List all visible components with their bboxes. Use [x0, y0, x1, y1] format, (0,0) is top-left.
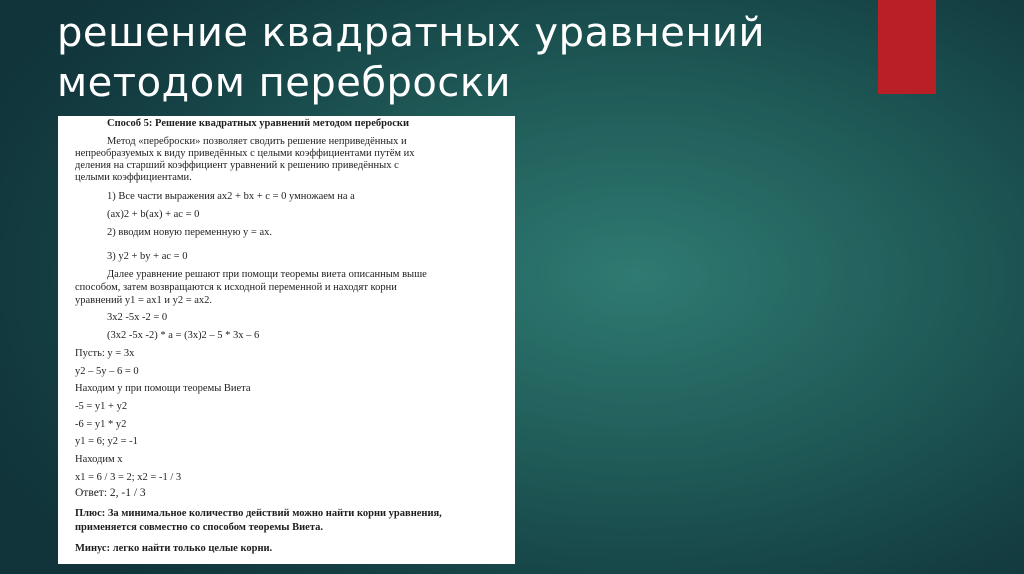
doc-further-line: Далее уравнение решают при помощи теоремы виета описанным выше: [107, 269, 427, 280]
doc-heading: Способ 5: Решение квадратных уравнений методом переброски: [107, 118, 409, 129]
doc-answer: Ответ: 2, -1 / 3: [75, 487, 146, 499]
document-image: [58, 116, 515, 564]
doc-roots-y: y1 = 6; y2 = -1: [75, 436, 138, 447]
doc-step-3: 3) y2 + by + ac = 0: [107, 251, 188, 262]
doc-example-multiply: (3x2 -5x -2) * a = (3x)2 – 5 * 3x – 6: [107, 330, 260, 341]
doc-find-y: Находим y при помощи теоремы Виета: [75, 383, 251, 394]
doc-let: Пусть: y = 3x: [75, 348, 135, 359]
doc-step-1-result: (ax)2 + b(ax) + ac = 0: [107, 209, 200, 220]
doc-vieta-sum: -5 = y1 + y2: [75, 401, 128, 412]
doc-intro-line: непреобразуемых к виду приведённых с целыми коэффициентами путём их: [75, 148, 415, 159]
doc-plus-line: Плюс: За минимальное количество действий можно найти корни уравнения,: [75, 508, 442, 519]
slide-title: [57, 8, 857, 108]
slide-title-line-1: решение квадратных уравнений: [57, 10, 765, 56]
doc-find-x: Находим x: [75, 454, 123, 465]
slide-title-line-2: методом переброски: [57, 60, 512, 106]
doc-further-line: способом, затем возвращаются к исходной переменной и находят корни: [75, 282, 397, 293]
doc-roots-x: x1 = 6 / 3 = 2; x2 = -1 / 3: [75, 472, 182, 483]
doc-intro-line: деления на старший коэффициент уравнений к решению приведённых с: [75, 160, 399, 171]
accent-bar: [878, 0, 936, 94]
doc-intro-line: целыми коэффициентами.: [75, 172, 192, 183]
doc-minus: Минус: легко найти только целые корни.: [75, 543, 273, 554]
doc-further-line: уравнений y1 = ax1 и y2 = ax2.: [75, 295, 213, 306]
doc-vieta-product: -6 = y1 * y2: [75, 419, 127, 430]
doc-plus-line: применяется совместно со способом теоремы Виета.: [75, 522, 323, 533]
doc-new-equation: y2 – 5y – 6 = 0: [75, 366, 139, 377]
doc-intro-line: Метод «переброски» позволяет сводить решение неприведённых и: [107, 136, 407, 147]
doc-step-2: 2) вводим новую переменную y = ax.: [107, 227, 272, 238]
doc-step-1: 1) Все части выражения ax2 + bx + c = 0 умножаем на a: [107, 191, 355, 202]
doc-example-equation: 3x2 -5x -2 = 0: [107, 312, 168, 323]
